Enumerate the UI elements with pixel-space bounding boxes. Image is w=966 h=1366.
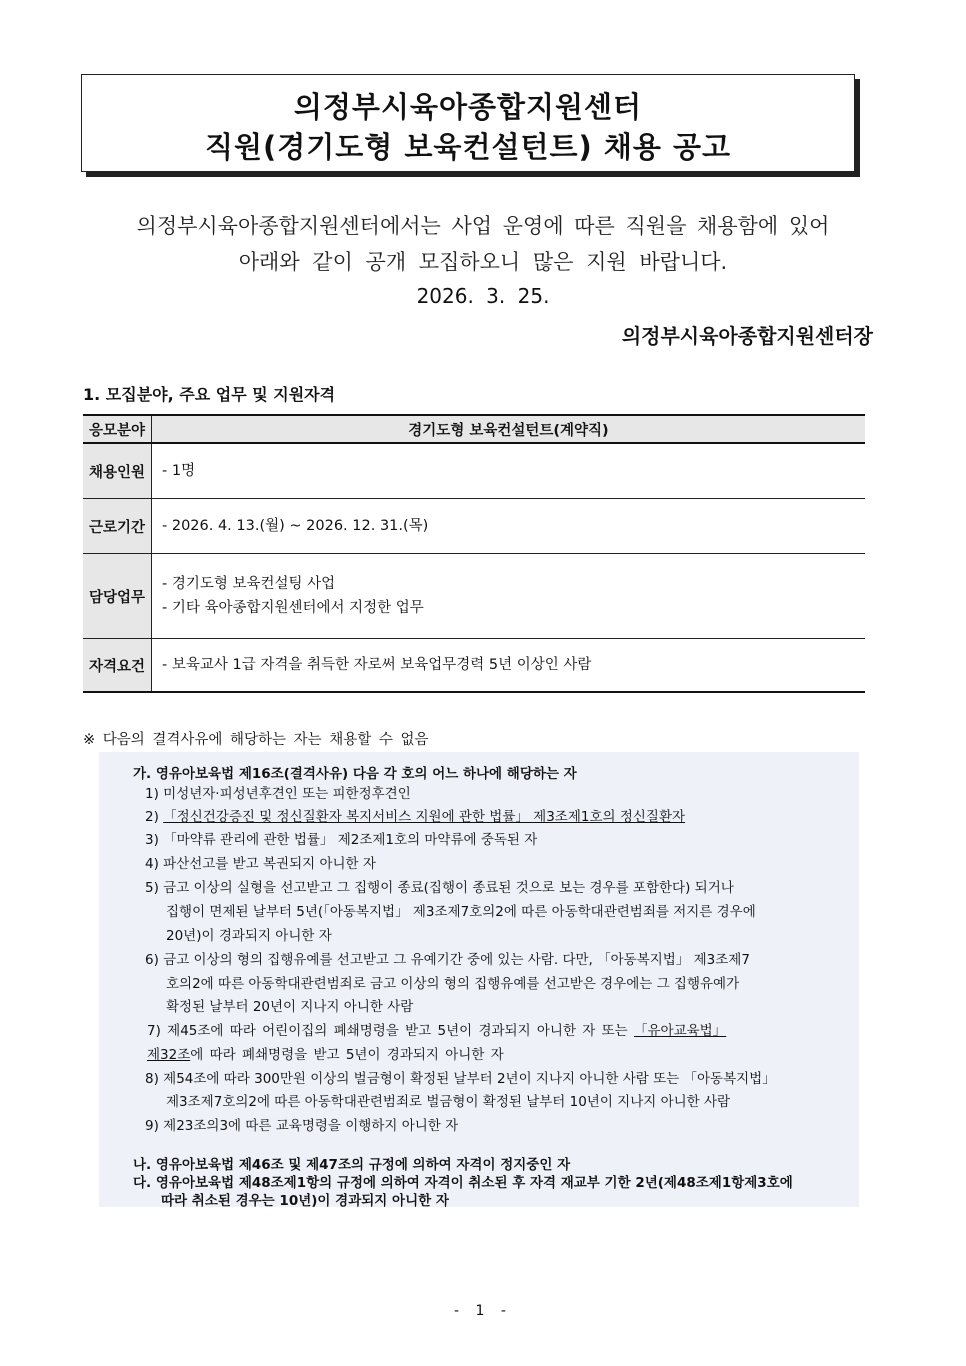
law-reference: 「유아교육법」 [634, 1023, 727, 1039]
list-item: 1) 미성년자·피성년후견인 또는 피한정후견인 [145, 786, 411, 802]
row-line: - 기타 육아종합지원센터에서 지정한 업무 [162, 600, 424, 616]
row-key: 자격요건 [83, 639, 152, 693]
row-key: 근로기간 [83, 499, 152, 554]
list-item-cont: 호의2에 따른 아동학대관련범죄로 금고 이상의 형의 집행유예를 선고받은 경우에는 그 집행유예가 [166, 976, 740, 992]
table-row [83, 443, 865, 499]
row-value [152, 499, 866, 554]
title-line2: 직원(경기도형 보육컨설턴트) 채용 공고 [204, 130, 732, 164]
row-value [152, 554, 866, 639]
list-item: 3) 「마약류 관리에 관한 법률」 제2조제1호의 마약류에 중독된 자 [145, 832, 538, 848]
intro-line1: 의정부시육아종합지원센터에서는 사업 운영에 따른 직원을 채용함에 있어 [136, 214, 830, 238]
da-item-cont: 따라 취소된 경우는 10년)이 경과되지 아니한 자 [161, 1193, 449, 1209]
recruitment-table [83, 414, 865, 693]
table-row [83, 639, 865, 693]
list-item [145, 805, 685, 825]
list-item: 9) 제23조의3에 따른 교육명령을 이행하지 아니한 자 [145, 1118, 459, 1134]
list-item: 4) 파산선고를 받고 복권되지 아니한 자 [145, 856, 376, 872]
page-number: - 1 - [454, 1303, 512, 1319]
table-row [83, 499, 865, 554]
item-prefix: 2) [145, 809, 164, 825]
disqualification-note: ※ 다음의 결격사유에 해당하는 자는 채용할 수 없음 [83, 732, 429, 748]
title-line1: 의정부시육아종합지원센터 [293, 90, 643, 124]
list-item-cont: 제3조제7호의2에 따른 아동학대관련범죄로 벌금형이 확정된 날부터 10년이 지나지 아니한 사람 [166, 1094, 731, 1110]
signer: 의정부시육아종합지원센터장 [621, 324, 873, 348]
header-key: 응모분야 [83, 415, 152, 443]
disqualification-box [99, 752, 859, 1207]
item-text: 에 따라 폐쇄명령을 받고 5년이 경과되지 아니한 자 [190, 1047, 504, 1063]
intro-line2: 아래와 같이 공개 모집하오니 많은 지원 바랍니다. [238, 250, 728, 274]
row-line: - 2026. 4. 13.(월) ~ 2026. 12. 31.(목) [162, 518, 429, 534]
row-line: - 1명 [162, 463, 196, 479]
ga-title: 가. 영유아보육법 제16조(결격사유) 다음 각 호의 어느 하나에 해당하는 자 [133, 766, 577, 782]
row-value [152, 443, 866, 499]
list-item-cont: 확정된 날부터 20년이 지나지 아니한 사람 [166, 999, 414, 1015]
list-item: 5) 금고 이상의 실형을 선고받고 그 집행이 종료(집행이 종료된 것으로 보는 경우를 포함한다) 되거나 [145, 880, 734, 896]
row-value [152, 639, 866, 693]
list-item [147, 1019, 726, 1039]
law-reference: 제32조 [147, 1047, 191, 1063]
na-item: 나. 영유아보육법 제46조 및 제47조의 규정에 의하여 자격이 정지중인 자 [133, 1157, 571, 1173]
row-line: - 보육교사 1급 자격을 취득한 자로써 보육업무경력 5년 이상인 사람 [162, 657, 592, 673]
da-item: 다. 영유아보육법 제48조제1항의 규정에 의하여 자격이 취소된 후 자격 재교부 기한 2년(제48조제1항제3호에 [133, 1175, 793, 1191]
list-item: 6) 금고 이상의 형의 집행유예를 선고받고 그 유예기간 중에 있는 사람. 다만, 「아동복지법」 제3조제7 [145, 952, 750, 968]
list-item: 8) 제54조에 따라 300만원 이상의 벌금형이 확정된 날부터 2년이 지나지 아니한 사람 또는 「아동복지법」 [145, 1071, 776, 1087]
table-row [83, 554, 865, 639]
list-item-cont: 20년)이 경과되지 아니한 자 [166, 928, 332, 944]
list-item-cont [147, 1043, 504, 1063]
item-text: 7) 제45조에 따라 어린이집의 폐쇄명령을 받고 5년이 경과되지 아니한 자 또는 [147, 1023, 635, 1039]
announcement-date: 2026. 3. 25. [416, 284, 550, 308]
row-line: - 경기도형 보육컨설팅 사업 [162, 576, 336, 592]
header-value: 경기도형 보육컨설턴트(계약직) [152, 415, 866, 443]
law-reference: 「정신건강증진 및 정신질환자 복지서비스 지원에 관한 법률」 제3조제1호의 정신질환자 [163, 809, 686, 825]
row-key: 담당업무 [83, 554, 152, 639]
row-key: 채용인원 [83, 443, 152, 499]
list-item-cont: 집행이 면제된 날부터 5년(「아동복지법」 제3조제7호의2에 따른 아동학대관련범죄를 저지른 경우에 [166, 904, 756, 920]
section1-heading: 1. 모집분야, 주요 업무 및 지원자격 [83, 385, 336, 404]
table-header-row [83, 415, 865, 443]
title-box [81, 74, 855, 172]
